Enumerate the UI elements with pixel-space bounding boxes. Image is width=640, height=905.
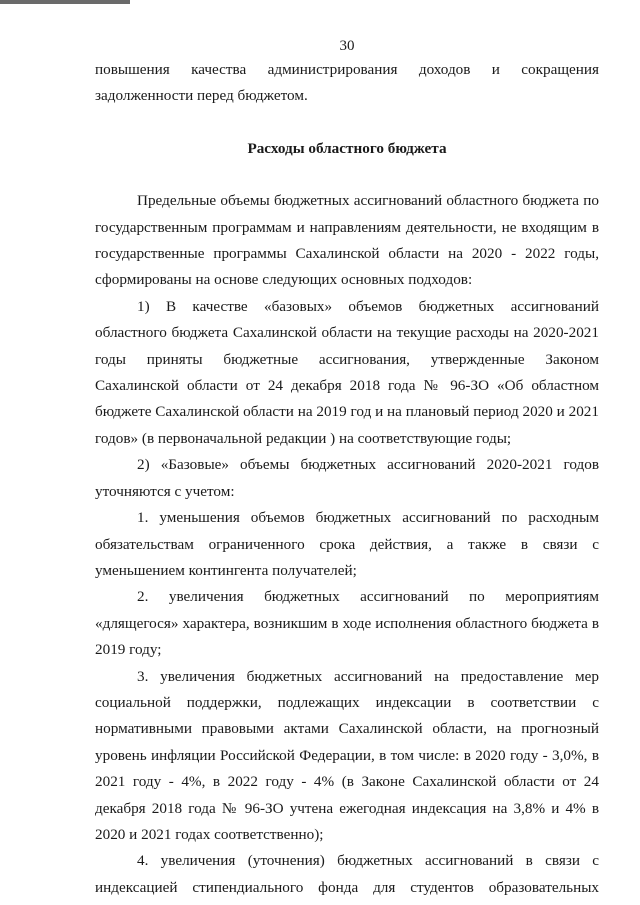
- paragraph-subitem-2: 2. увеличения бюджетных ассигнований по мероприятиям «длящегося» характера, возникшим в ходе исполнения областного бюджета в 2019 году;: [95, 588, 599, 659]
- section-heading: Расходы областного бюджета: [247, 139, 447, 157]
- scan-edge-mark: [0, 0, 130, 4]
- paragraph-item-1: 1) В качестве «базовых» объемов бюджетных ассигнований областного бюджета Сахалинской области на текущие расходы на 2020-2021 годы приняты бюджетные ассигнования, утвержденные Законом Сахалинской области от 24 декабря 2018 года № 96-ЗО «Об областном бюджете Сахалинской области на 2019 год и на плановый период 2020 и 2021 годов» (в первоначальной редакции ) на соответствующие годы;: [95, 297, 599, 447]
- paragraph-subitem-4: 4. увеличения (уточнения) бюджетных ассигнований в связи с индексацией стипендиального фонда для студентов образовательных: [95, 852, 599, 896]
- heading-spacer: [95, 162, 599, 188]
- document-body: [95, 57, 599, 901]
- page-number: 30: [339, 38, 355, 54]
- paragraph-subitem-3: 3. увеличения бюджетных ассигнований на предоставление мер социальной поддержки, подлежащих индексации в соответствии с нормативными правовыми актами Сахалинской области, на прогнозный уровень инфляции Российской Федерации, в том числе: в 2020 году - 3,0%, в 2021 году - 4%, в 2022 году - 4% (в Законе Сахалинской области от 24 декабря 2018 года № 96-ЗО учтена ежегодная индексация на 3,8% и 4% в 2020 и 2021 годах соответственно);: [95, 667, 599, 843]
- paragraph-continuation-line1: повышения качества администрирования доходов и сокращения: [95, 61, 599, 78]
- paragraph-continuation-line2: задолженности перед бюджетом.: [95, 87, 308, 105]
- paragraph-item-2: 2) «Базовые» объемы бюджетных ассигнований 2020-2021 годов уточняются с учетом:: [95, 456, 599, 500]
- paragraph-subitem-1: 1. уменьшения объемов бюджетных ассигнований по расходным обязательствам ограниченного срока действия, а также в связи с уменьшением контингента получателей;: [95, 509, 599, 579]
- paragraph-intro: Предельные объемы бюджетных ассигнований областного бюджета по государственным программам и направлениям деятельности, не входящим в государственные программы Сахалинской области на 2020 - 2022 годы, сформированы на основе следующих основных подходов:: [95, 192, 599, 289]
